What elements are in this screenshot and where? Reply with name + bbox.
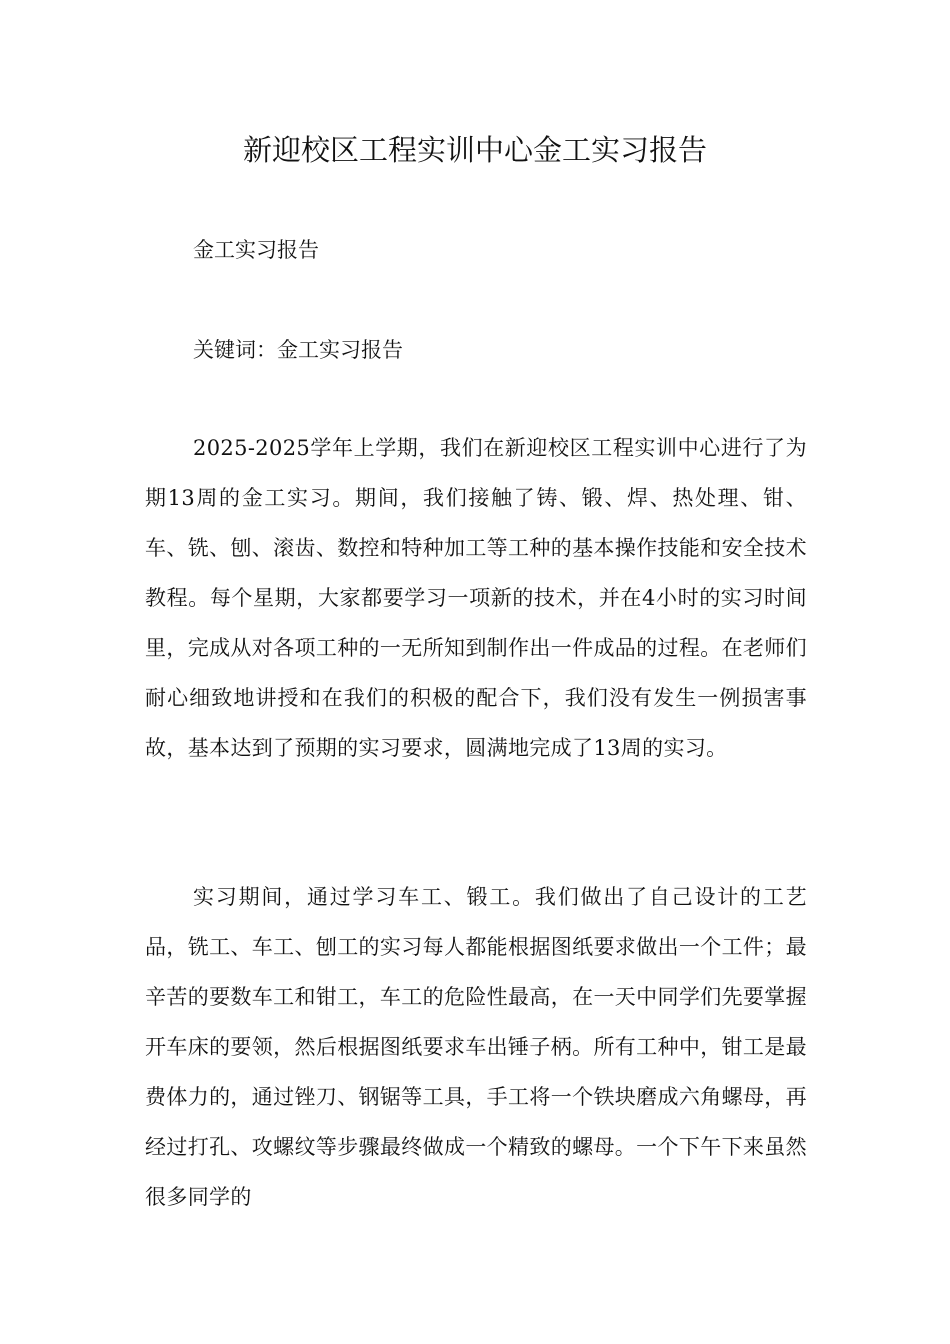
document-title: 新迎校区工程实训中心金工实习报告 <box>242 133 707 167</box>
body-paragraph-2: 实习期间，通过学习车工、锻工。我们做出了自己设计的工艺品，铣工、车工、刨工的实习每人都能根据图纸要求做出一个工件；最辛苦的要数车工和钳工，车工的危险性最高，在一天中同学们先要掌握开车床的要领，然后根据图纸要求车出锤子柄。所有工种中，钳工是最费体力的，通过锉刀、钢锯等工具，手工将一个铁块磨成六角螺母，再经过打孔、攻螺纹等步骤最终做成一个精致的螺母。一个下午下来虽然很多同学的 <box>145 885 807 1209</box>
keywords-line: 关键词：金工实习报告 <box>193 338 403 362</box>
body-paragraph-1: 2025-2025学年上学期，我们在新迎校区工程实训中心进行了为期13周的金工实习。期间，我们接触了铸、锻、焊、热处理、钳、车、铣、刨、滚齿、数控和特种加工等工种的基本操作技能和安全技术教程。每个星期，大家都要学习一项新的技术，并在4小时的实习时间里，完成从对各项工种的一无所知到制作出一件成品的过程。在老师们耐心细致地讲授和在我们的积极的配合下，我们没有发生一例损害事故，基本达到了预期的实习要求，圆满地完成了13周的实习。 <box>145 436 807 760</box>
subtitle-line: 金工实习报告 <box>193 238 319 262</box>
